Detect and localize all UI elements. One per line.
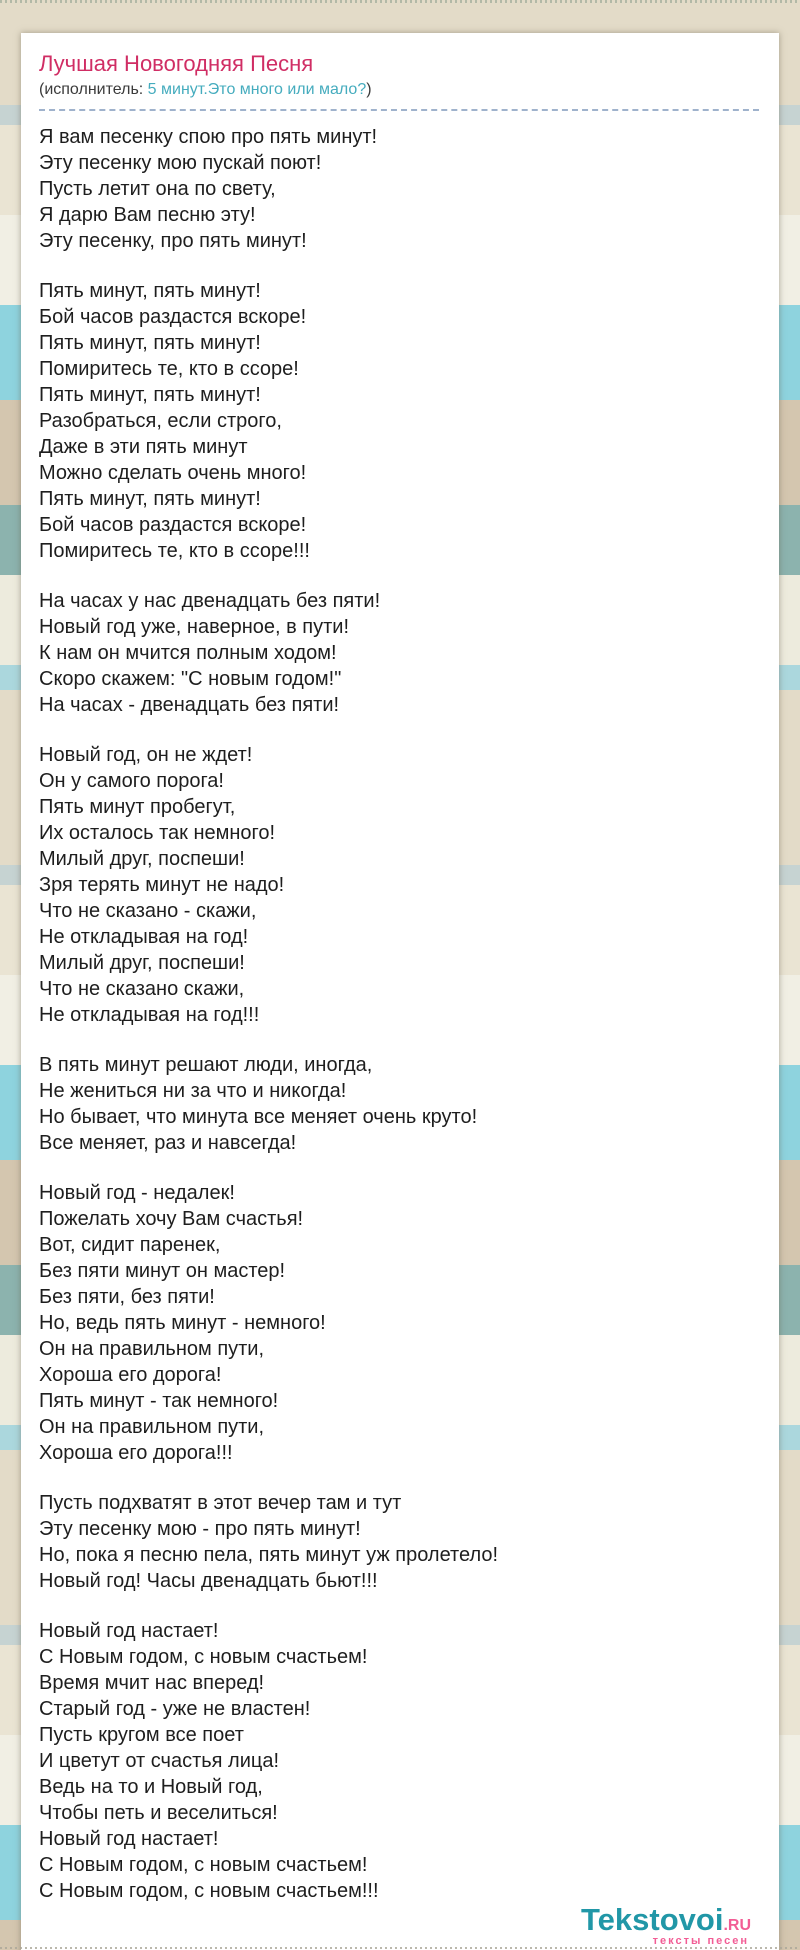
lyric-line: Новый год - недалек!: [39, 1182, 235, 1204]
lyric-line: Пусть кругом все поет: [39, 1724, 244, 1746]
lyric-line: Без пяти, без пяти!: [39, 1286, 215, 1308]
lyric-line: Скоро скажем: "С новым годом!": [39, 668, 342, 690]
artist-close-paren: ): [366, 81, 372, 98]
lyric-line: Я дарю Вам песню эту!: [39, 204, 256, 226]
lyric-line: Пять минут пробегут,: [39, 796, 236, 818]
lyric-line: Можно сделать очень много!: [39, 462, 307, 484]
lyric-line: Ведь на то и Новый год,: [39, 1776, 263, 1798]
lyric-line: Что не сказано скажи,: [39, 978, 245, 1000]
artist-line: [39, 80, 759, 111]
lyric-line: Пусть подхватят в этот вечер там и тут: [39, 1492, 402, 1514]
lyric-line: К нам он мчится полным ходом!: [39, 642, 337, 664]
lyric-line: Помиритесь те, кто в ссоре!!!: [39, 540, 310, 562]
lyric-stanza: [39, 1052, 759, 1156]
artist-label: (исполнитель:: [39, 81, 144, 98]
lyric-line: Пять минут, пять минут!: [39, 280, 261, 302]
lyric-line: Все меняет, раз и навсегда!: [39, 1132, 297, 1154]
lyric-line: Без пяти минут он мастер!: [39, 1260, 286, 1282]
lyric-line: Новый год настает!: [39, 1620, 219, 1642]
lyric-line: Милый друг, поспеши!: [39, 952, 245, 974]
lyric-line: Их осталось так немного!: [39, 822, 276, 844]
lyric-line: Хороша его дорога!!!: [39, 1442, 233, 1464]
lyric-line: Вот, сидит паренек,: [39, 1234, 221, 1256]
lyric-line: Пусть летит она по свету,: [39, 178, 276, 200]
artist-link[interactable]: 5 минут.Это много или мало?: [147, 81, 367, 98]
lyric-line: Старый год - уже не властен!: [39, 1698, 311, 1720]
lyric-line: Бой часов раздастся вскоре!: [39, 306, 307, 328]
lyric-line: Но, ведь пять минут - немного!: [39, 1312, 326, 1334]
lyric-line: Он у самого порога!: [39, 770, 224, 792]
lyric-line: Пожелать хочу Вам счастья!: [39, 1208, 304, 1230]
lyric-line: Бой часов раздастся вскоре!: [39, 514, 307, 536]
lyric-line: С Новым годом, с новым счастьем!: [39, 1646, 368, 1668]
lyric-line: И цветут от счастья лица!: [39, 1750, 280, 1772]
lyric-line: Но, пока я песню пела, пять минут уж пролетело!: [39, 1544, 499, 1566]
page-title: Лучшая Новогодняя Песня: [39, 51, 314, 76]
lyric-line: Он на правильном пути,: [39, 1416, 265, 1438]
logo-domain: .RU: [723, 1917, 751, 1934]
lyric-line: На часах - двенадцать без пяти!: [39, 694, 340, 716]
lyric-line: Пять минут, пять минут!: [39, 332, 261, 354]
lyric-line: Не жениться ни за что и никогда!: [39, 1080, 347, 1102]
lyric-stanza: [39, 1490, 759, 1594]
lyric-line: Хороша его дорога!: [39, 1364, 222, 1386]
lyrics-card: [21, 33, 779, 1950]
lyrics-text: [39, 124, 759, 1904]
logo-text: Tekstovoi: [581, 1902, 724, 1937]
lyric-line: Зря терять минут не надо!: [39, 874, 285, 896]
lyric-line: Время мчит нас вперед!: [39, 1672, 265, 1694]
bottom-dotted-border: [0, 1947, 800, 1949]
top-dotted-border: [0, 0, 800, 3]
lyric-stanza: [39, 278, 759, 564]
lyric-line: Но бывает, что минута все меняет очень круто!: [39, 1106, 478, 1128]
lyric-stanza: [39, 742, 759, 1028]
lyric-line: Новый год уже, наверное, в пути!: [39, 616, 350, 638]
lyric-line: Новый год, он не ждет!: [39, 744, 253, 766]
lyric-line: Не откладывая на год!: [39, 926, 249, 948]
lyric-line: Помиритесь те, кто в ссоре!: [39, 358, 299, 380]
lyric-line: Пять минут, пять минут!: [39, 384, 261, 406]
lyric-line: Эту песенку мою - про пять минут!: [39, 1518, 361, 1540]
lyric-stanza: [39, 1180, 759, 1466]
lyric-stanza: [39, 1618, 759, 1904]
lyric-line: Я вам песенку спою про пять минут!: [39, 126, 378, 148]
lyric-line: На часах у нас двенадцать без пяти!: [39, 590, 381, 612]
lyric-line: Он на правильном пути,: [39, 1338, 265, 1360]
lyric-line: Что не сказано - скажи,: [39, 900, 257, 922]
lyric-line: Милый друг, поспеши!: [39, 848, 245, 870]
lyric-line: С Новым годом, с новым счастьем!!!: [39, 1880, 379, 1902]
lyric-line: Новый год настает!: [39, 1828, 219, 1850]
lyric-line: Пять минут - так немного!: [39, 1390, 279, 1412]
lyric-line: Разобраться, если строго,: [39, 410, 282, 432]
lyric-line: Не откладывая на год!!!: [39, 1004, 260, 1026]
lyric-line: Чтобы петь и веселиться!: [39, 1802, 278, 1824]
lyric-line: Эту песенку мою пускай поют!: [39, 152, 322, 174]
lyric-line: С Новым годом, с новым счастьем!: [39, 1854, 368, 1876]
lyric-line: В пять минут решают люди, иногда,: [39, 1054, 373, 1076]
site-logo[interactable]: [39, 1904, 759, 1950]
lyric-line: Даже в эти пять минут: [39, 436, 248, 458]
logo-tagline: тексты песен: [652, 1935, 749, 1947]
lyric-stanza: [39, 124, 759, 254]
lyric-line: Эту песенку, про пять минут!: [39, 230, 307, 252]
lyric-line: Новый год! Часы двенадцать бьют!!!: [39, 1570, 378, 1592]
lyric-line: Пять минут, пять минут!: [39, 488, 261, 510]
lyric-stanza: [39, 588, 759, 718]
